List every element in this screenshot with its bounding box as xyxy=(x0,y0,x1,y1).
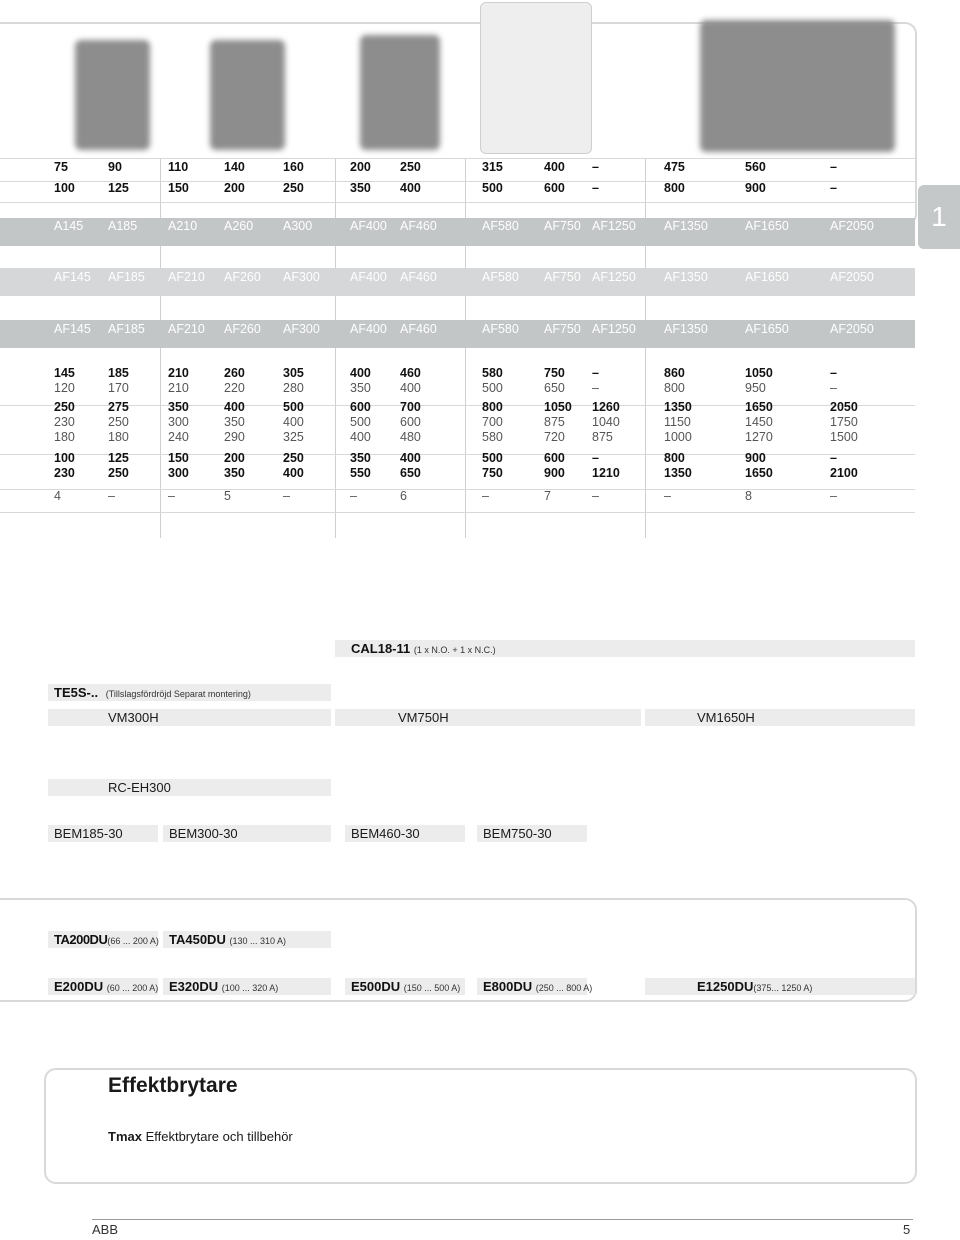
table-cell: 580 xyxy=(482,430,503,444)
table-cell: 350 xyxy=(350,381,371,395)
table-cell: AF210 xyxy=(168,270,205,284)
table-cell: – xyxy=(830,451,837,465)
table-cell: 600 xyxy=(400,415,421,429)
table-cell: AF400 xyxy=(350,219,387,233)
table-cell: 6 xyxy=(400,489,407,503)
table-cell: 720 xyxy=(544,430,565,444)
footer-page-number: 5 xyxy=(903,1222,911,1237)
table-cell: 750 xyxy=(482,466,503,480)
table-cell: 110 xyxy=(168,160,189,174)
table-cell: 1750 xyxy=(830,415,858,429)
vm-label-2: VM750H xyxy=(398,710,449,725)
table-cell: 500 xyxy=(482,181,503,195)
cal-name: CAL18-11 xyxy=(351,641,411,656)
table-cell: 500 xyxy=(350,415,371,429)
bem-bar-4 xyxy=(477,825,587,842)
e-note-2: (100 ... 320 A) xyxy=(221,983,279,993)
table-cell: 250 xyxy=(400,160,421,174)
table-cell: AF580 xyxy=(482,322,519,336)
table-cell: – xyxy=(108,489,115,503)
rc-label: RC-EH300 xyxy=(108,780,171,795)
table-cell: 900 xyxy=(544,466,565,480)
ta-name-2: TA450DU xyxy=(169,932,226,947)
table-cell: 650 xyxy=(400,466,421,480)
table-cell: 315 xyxy=(482,160,503,174)
table-cell: 600 xyxy=(350,400,371,414)
table-cell: 250 xyxy=(283,181,304,195)
e-bar-3 xyxy=(345,978,465,995)
row-rule xyxy=(0,181,915,182)
vm-bar-3 xyxy=(645,709,915,726)
table-cell: AF1650 xyxy=(745,219,789,233)
table-cell: AF260 xyxy=(224,322,261,336)
table-cell: AF1350 xyxy=(664,219,708,233)
table-cell: 5 xyxy=(224,489,231,503)
table-cell: 350 xyxy=(224,415,245,429)
table-cell: 160 xyxy=(283,160,304,174)
table-cell: 1500 xyxy=(830,430,858,444)
table-cell: 325 xyxy=(283,430,304,444)
table-cell: 100 xyxy=(54,181,75,195)
e-bar-2 xyxy=(163,978,331,995)
table-cell: 900 xyxy=(745,451,766,465)
table-cell: 1650 xyxy=(745,466,773,480)
table-cell: 580 xyxy=(482,366,503,380)
col-separator xyxy=(160,158,161,538)
table-cell: 475 xyxy=(664,160,685,174)
table-cell: AF750 xyxy=(544,219,581,233)
contactor-image-3 xyxy=(360,35,440,150)
e-bar-1 xyxy=(48,978,158,995)
table-cell: 400 xyxy=(283,466,304,480)
table-cell: 260 xyxy=(224,366,245,380)
table-cell: 1040 xyxy=(592,415,620,429)
table-cell: – xyxy=(830,160,837,174)
table-cell: 170 xyxy=(108,381,129,395)
effektbrytare-title: Effektbrytare xyxy=(108,1074,238,1097)
table-cell: AF2050 xyxy=(830,270,874,284)
table-cell: 275 xyxy=(108,400,129,414)
table-cell: 600 xyxy=(544,451,565,465)
row-rule xyxy=(0,512,915,513)
table-cell: AF210 xyxy=(168,322,205,336)
table-cell: 200 xyxy=(224,451,245,465)
table-cell: AF2050 xyxy=(830,322,874,336)
table-cell: – xyxy=(482,489,489,503)
table-cell: 1350 xyxy=(664,466,692,480)
table-cell: AF1350 xyxy=(664,322,708,336)
ta-note-2: (130 ... 310 A) xyxy=(229,936,287,946)
table-cell: 400 xyxy=(283,415,304,429)
table-cell: – xyxy=(283,489,290,503)
table-cell: 400 xyxy=(224,400,245,414)
table-cell: 400 xyxy=(400,451,421,465)
table-cell: 250 xyxy=(108,466,129,480)
table-cell: 750 xyxy=(544,366,565,380)
vm-bar-2 xyxy=(335,709,641,726)
table-cell: 700 xyxy=(400,400,421,414)
e-name-5: E1250DU xyxy=(697,979,754,994)
table-cell: 180 xyxy=(108,430,129,444)
table-cell: 875 xyxy=(592,430,613,444)
table-cell: 550 xyxy=(350,466,371,480)
te5s-bar xyxy=(48,684,331,701)
e-note-5: (375... 1250 A) xyxy=(753,983,813,993)
table-cell: 305 xyxy=(283,366,304,380)
table-cell: 8 xyxy=(745,489,752,503)
table-cell: 300 xyxy=(168,415,189,429)
table-cell: AF300 xyxy=(283,270,320,284)
table-cell: 860 xyxy=(664,366,685,380)
effektbrytare-sub-rest: Effektbrytare och tillbehör xyxy=(141,1129,293,1144)
row-rule xyxy=(0,202,915,203)
table-cell: 280 xyxy=(283,381,304,395)
table-cell: 560 xyxy=(745,160,766,174)
col-separator xyxy=(645,158,646,538)
table-cell: AF1650 xyxy=(745,322,789,336)
footer-rule xyxy=(92,1219,913,1220)
table-cell: 1000 xyxy=(664,430,692,444)
table-cell: 210 xyxy=(168,366,189,380)
effektbrytare-sub-bold: Tmax xyxy=(108,1129,142,1144)
bem-bar-1 xyxy=(48,825,158,842)
table-cell: 700 xyxy=(482,415,503,429)
table-cell: – xyxy=(592,489,599,503)
table-cell: AF580 xyxy=(482,219,519,233)
table-cell: 150 xyxy=(168,181,189,195)
table-cell: 1450 xyxy=(745,415,773,429)
table-cell: – xyxy=(592,381,599,395)
table-cell: A260 xyxy=(224,219,254,233)
table-cell: 240 xyxy=(168,430,189,444)
table-cell: AF185 xyxy=(108,322,145,336)
table-cell: 350 xyxy=(168,400,189,414)
table-cell: 100 xyxy=(54,451,75,465)
table-cell: AF1250 xyxy=(592,322,636,336)
table-cell: 1050 xyxy=(544,400,572,414)
table-cell: AF185 xyxy=(108,270,145,284)
e-name-2: E320DU xyxy=(169,979,219,994)
table-cell: 800 xyxy=(664,451,685,465)
row-rule xyxy=(0,405,915,406)
table-cell: AF460 xyxy=(400,219,437,233)
table-cell: 4 xyxy=(54,489,61,503)
table-cell: 500 xyxy=(482,381,503,395)
table-cell: 500 xyxy=(482,451,503,465)
table-cell: – xyxy=(830,366,837,380)
table-cell: AF145 xyxy=(54,270,91,284)
table-cell: 800 xyxy=(664,181,685,195)
vm-bar-1 xyxy=(48,709,331,726)
table-cell: AF580 xyxy=(482,270,519,284)
table-cell: 180 xyxy=(54,430,75,444)
table-cell: – xyxy=(830,489,837,503)
table-cell: 600 xyxy=(544,181,565,195)
rc-bar xyxy=(48,779,331,796)
e-note-4: (250 ... 800 A) xyxy=(535,983,593,993)
table-cell: 1150 xyxy=(664,415,691,429)
table-cell: 150 xyxy=(168,451,189,465)
table-cell: 250 xyxy=(54,400,75,414)
table-cell: – xyxy=(168,489,175,503)
col-separator xyxy=(465,158,466,538)
table-cell: 480 xyxy=(400,430,421,444)
table-cell: 1050 xyxy=(745,366,773,380)
row-rule xyxy=(0,489,915,490)
table-cell: 800 xyxy=(664,381,685,395)
contactor-image-1 xyxy=(75,40,150,150)
table-cell: 950 xyxy=(745,381,766,395)
e-name-4: E800DU xyxy=(483,979,533,994)
table-cell: 460 xyxy=(400,366,421,380)
table-cell: 400 xyxy=(400,181,421,195)
table-cell: – xyxy=(592,366,599,380)
e-name-3: E500DU xyxy=(351,979,401,994)
table-cell: AF400 xyxy=(350,270,387,284)
row-rule xyxy=(0,158,915,159)
table-cell: AF145 xyxy=(54,322,91,336)
vm-label-3: VM1650H xyxy=(697,710,755,725)
table-cell: 250 xyxy=(283,451,304,465)
table-cell: 400 xyxy=(544,160,565,174)
table-cell: 290 xyxy=(224,430,245,444)
table-cell: AF460 xyxy=(400,270,437,284)
table-cell: 300 xyxy=(168,466,189,480)
table-cell: – xyxy=(830,181,837,195)
table-cell: A145 xyxy=(54,219,84,233)
table-cell: AF460 xyxy=(400,322,437,336)
table-cell: 400 xyxy=(350,366,371,380)
contactor-image-2 xyxy=(210,40,285,150)
table-cell: 1270 xyxy=(745,430,773,444)
ta-bar-1 xyxy=(48,931,158,948)
table-cell: 350 xyxy=(350,181,371,195)
bem-bar-3 xyxy=(345,825,465,842)
table-cell: AF2050 xyxy=(830,219,874,233)
te5s-note: (Tillslagsfördröjd Separat montering) xyxy=(105,689,251,699)
effektbrytare-subtitle xyxy=(108,1129,293,1144)
e-note-3: (150 ... 500 A) xyxy=(403,983,461,993)
row-rule xyxy=(0,454,915,455)
table-cell: AF260 xyxy=(224,270,261,284)
ta-note-1: (66 ... 200 A) xyxy=(107,936,159,946)
table-cell: 1260 xyxy=(592,400,620,414)
table-cell: 350 xyxy=(224,466,245,480)
bem-label-1: BEM185-30 xyxy=(54,826,123,841)
table-cell: AF1250 xyxy=(592,270,636,284)
table-cell: 125 xyxy=(108,181,129,195)
table-cell: – xyxy=(592,160,599,174)
table-cell: 400 xyxy=(400,381,421,395)
table-cell: AF1350 xyxy=(664,270,708,284)
table-cell: 125 xyxy=(108,451,129,465)
table-cell: AF400 xyxy=(350,322,387,336)
bem-label-4: BEM750-30 xyxy=(483,826,552,841)
table-cell: 250 xyxy=(108,415,129,429)
ta-bar-2 xyxy=(163,931,331,948)
table-cell: 875 xyxy=(544,415,565,429)
table-cell: 1210 xyxy=(592,466,620,480)
col-separator xyxy=(335,158,336,538)
contactor-image-5 xyxy=(700,20,895,152)
table-cell: – xyxy=(592,451,599,465)
table-cell: 210 xyxy=(168,381,189,395)
vm-label-1: VM300H xyxy=(108,710,159,725)
cal-bar xyxy=(335,640,915,657)
e-bar-4 xyxy=(477,978,593,995)
contactor-image-4 xyxy=(480,2,592,154)
table-cell: 650 xyxy=(544,381,565,395)
table-cell: 140 xyxy=(224,160,245,174)
table-cell: 200 xyxy=(350,160,371,174)
table-cell: 230 xyxy=(54,466,75,480)
table-cell: A185 xyxy=(108,219,138,233)
table-cell: A300 xyxy=(283,219,313,233)
table-cell: A210 xyxy=(168,219,198,233)
table-cell: AF750 xyxy=(544,270,581,284)
table-cell: 120 xyxy=(54,381,75,395)
table-cell: – xyxy=(664,489,671,503)
table-cell: 800 xyxy=(482,400,503,414)
ta-name-1: TA200DU xyxy=(54,932,108,947)
e-name-1: E200DU xyxy=(54,979,104,994)
table-cell: 90 xyxy=(108,160,122,174)
table-cell: 230 xyxy=(54,415,75,429)
table-cell: 350 xyxy=(350,451,371,465)
e-note-1: (60 ... 200 A) xyxy=(106,983,159,993)
table-cell: 1650 xyxy=(745,400,773,414)
table-cell: – xyxy=(350,489,357,503)
table-cell: AF750 xyxy=(544,322,581,336)
table-cell: 400 xyxy=(350,430,371,444)
table-cell: 200 xyxy=(224,181,245,195)
e-bar-5 xyxy=(645,978,915,995)
table-cell: AF300 xyxy=(283,322,320,336)
table-cell: – xyxy=(830,381,837,395)
bem-label-2: BEM300-30 xyxy=(169,826,238,841)
table-cell: – xyxy=(592,181,599,195)
table-cell: 500 xyxy=(283,400,304,414)
bem-bar-2 xyxy=(163,825,331,842)
table-cell: AF1250 xyxy=(592,219,636,233)
table-cell: 2100 xyxy=(830,466,858,480)
bem-label-3: BEM460-30 xyxy=(351,826,420,841)
table-cell: 75 xyxy=(54,160,68,174)
table-cell: 145 xyxy=(54,366,75,380)
footer-brand: ABB xyxy=(92,1222,119,1237)
table-cell: 220 xyxy=(224,381,245,395)
table-cell: 2050 xyxy=(830,400,858,414)
chapter-tab: 1 xyxy=(918,185,960,249)
cal-note: (1 x N.O. + 1 x N.C.) xyxy=(413,645,496,655)
table-cell: 1350 xyxy=(664,400,692,414)
table-cell: 900 xyxy=(745,181,766,195)
table-cell: AF1650 xyxy=(745,270,789,284)
table-cell: 7 xyxy=(544,489,551,503)
te5s-name: TE5S-.. xyxy=(54,685,99,700)
table-cell: 185 xyxy=(108,366,129,380)
